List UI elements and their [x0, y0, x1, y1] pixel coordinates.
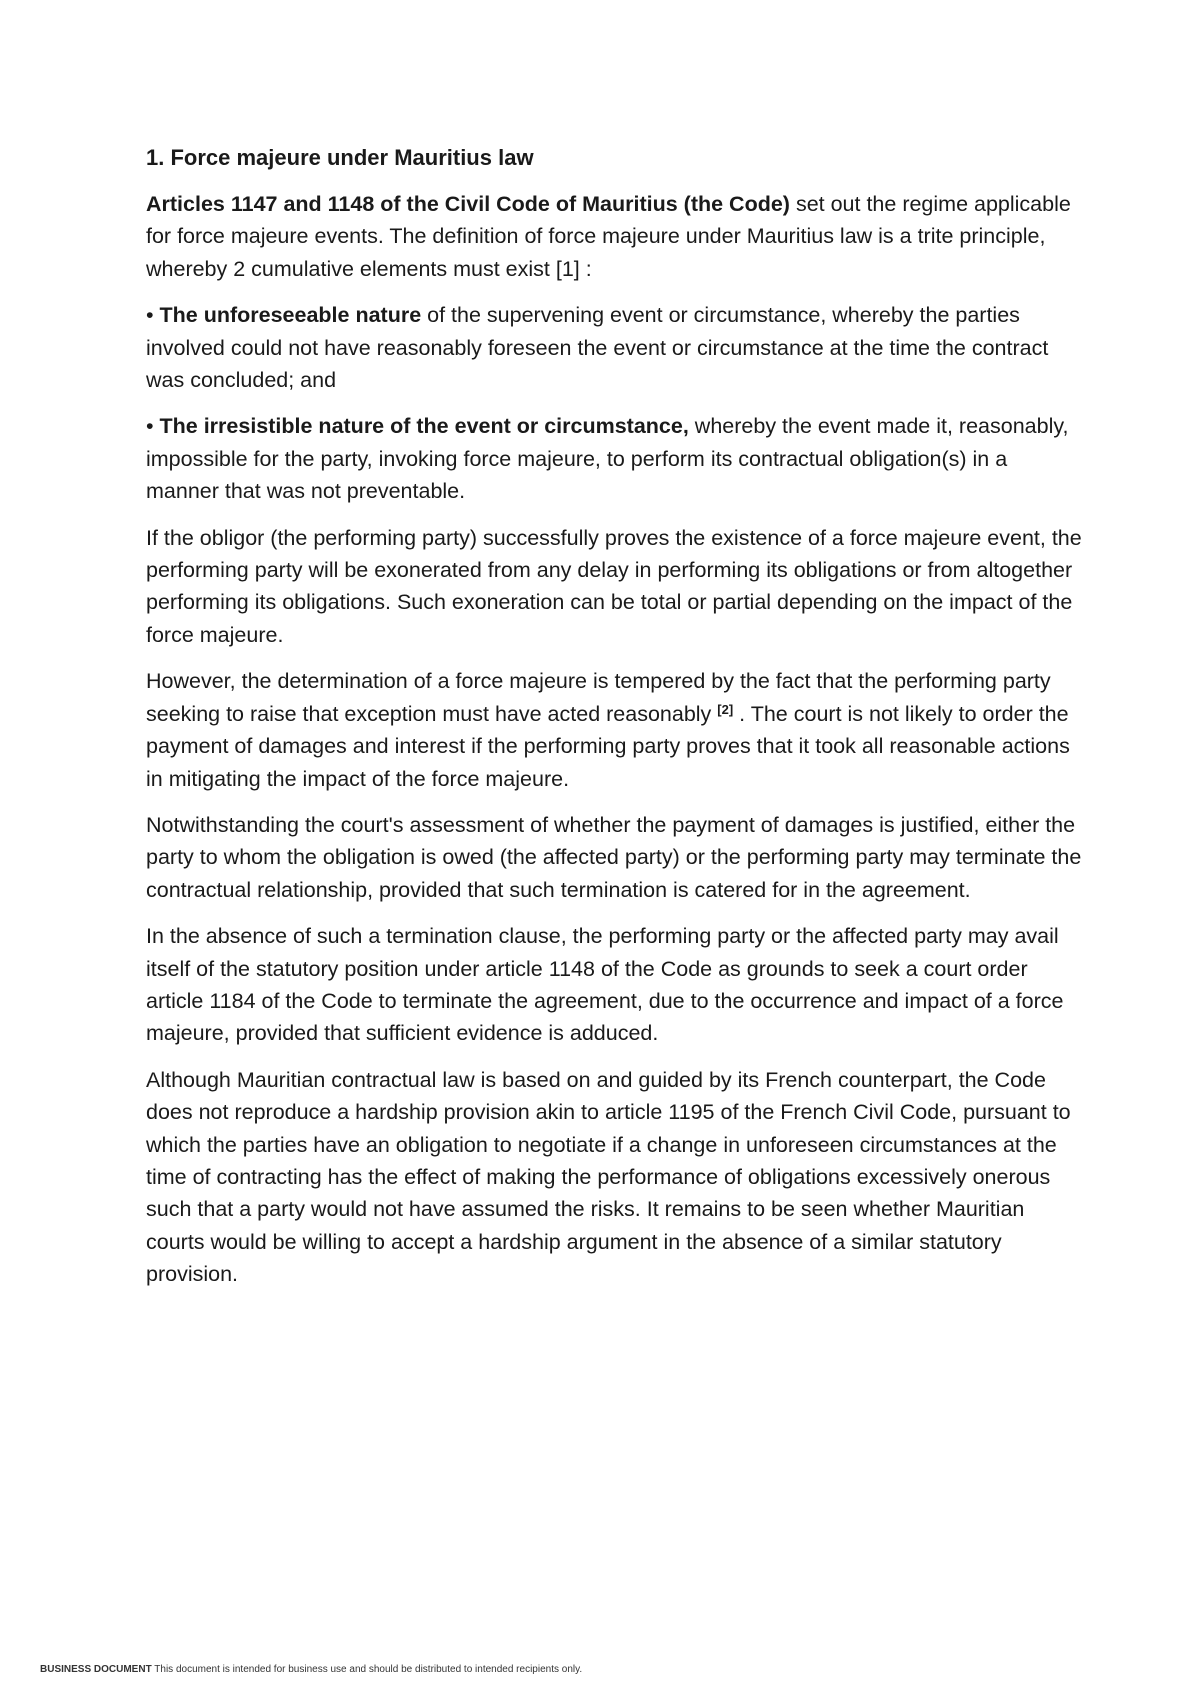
intro-paragraph	[146, 188, 1086, 285]
bullet-irresistible-bold: The irresistible nature of the event or circumstance,	[159, 414, 689, 439]
bullet-unforeseeable	[146, 299, 1086, 396]
bullet-unforeseeable-bold: The unforeseeable nature	[159, 303, 422, 328]
bullet-irresistible	[146, 410, 1086, 507]
bullet-irresistible-text: whereby the event made it, reasonably, impossible for the party, invoking force majeure, to perform its contractual obligation(s) in a manner that was not preventable.	[146, 414, 1069, 504]
paragraph-termination-clause: In the absence of such a termination clause, the performing party or the affected party may avail itself of the statutory position under article 1148 of the Code as grounds to seek a court order article 1184 of the Code to terminate the agreement, due to the occurrence and impact of a force majeure, provided that sufficient evidence is adduced.	[146, 924, 1064, 1046]
paragraph-hardship: Although Mauritian contractual law is based on and guided by its French counterpart, the Code does not reproduce a hardship provision akin to article 1195 of the French Civil Code, pursuant to which the parties have an obligation to negotiate if a change in unforeseen circumstances at the time of contracting has the effect of making the performance of obligations excessively onerous such that a party would not have assumed the risks. It remains to be seen whether Mauritian courts would be willing to accept a hardship argument in the absence of a similar statutory provision.	[146, 1067, 1071, 1287]
paragraph-reasonable-before: However, the determination of a force majeure is tempered by the fact that the performing party seeking to raise that exception must have acted reasonably	[146, 669, 1051, 726]
intro-bold-text: Articles 1147 and 1148 of the Civil Code of Mauritius (the Code)	[146, 192, 790, 216]
bullet-unforeseeable-text: of the supervening event or circumstance, whereby the parties involved could not have reasonably foreseen the event or circumstance at the time the contract was concluded; and	[146, 303, 1049, 393]
paragraph-obligor: If the obligor (the performing party) successfully proves the existence of a force majeure event, the performing party will be exonerated from any delay in performing its obligations or from altogether performing its obligations. Such exoneration can be total or partial depending on the impact of the force majeure.	[146, 525, 1082, 647]
bullet-marker: •	[146, 414, 160, 439]
footer-label: BUSINESS DOCUMENT	[40, 1664, 152, 1675]
footer-text: This document is intended for business use and should be distributed to intended recipients only.	[151, 1664, 583, 1675]
paragraph-reasonable-after: . The court is not likely to order the payment of damages and interest if the performing party proves that it took all reasonable actions in mitigating the impact of the force majeure.	[146, 701, 1070, 791]
footer-disclaimer	[40, 1664, 582, 1676]
paragraph-termination: Notwithstanding the court's assessment of whether the payment of damages is justified, either the party to whom the obligation is owed (the affected party) or the performing party may terminate the contractual relationship, provided that such termination is catered for in the agreement.	[146, 812, 1082, 902]
paragraph-reasonable	[146, 665, 1086, 795]
bullet-marker: •	[146, 303, 160, 328]
section-heading: 1. Force majeure under Mauritius law	[146, 145, 534, 170]
intro-text: set out the regime applicable for force majeure events. The definition of force majeure under Mauritius law is a trite principle, whereby 2 cumulative elements must exist [1] :	[146, 192, 1071, 281]
footnote-reference: [2]	[717, 701, 734, 717]
document-body	[146, 142, 1086, 1305]
